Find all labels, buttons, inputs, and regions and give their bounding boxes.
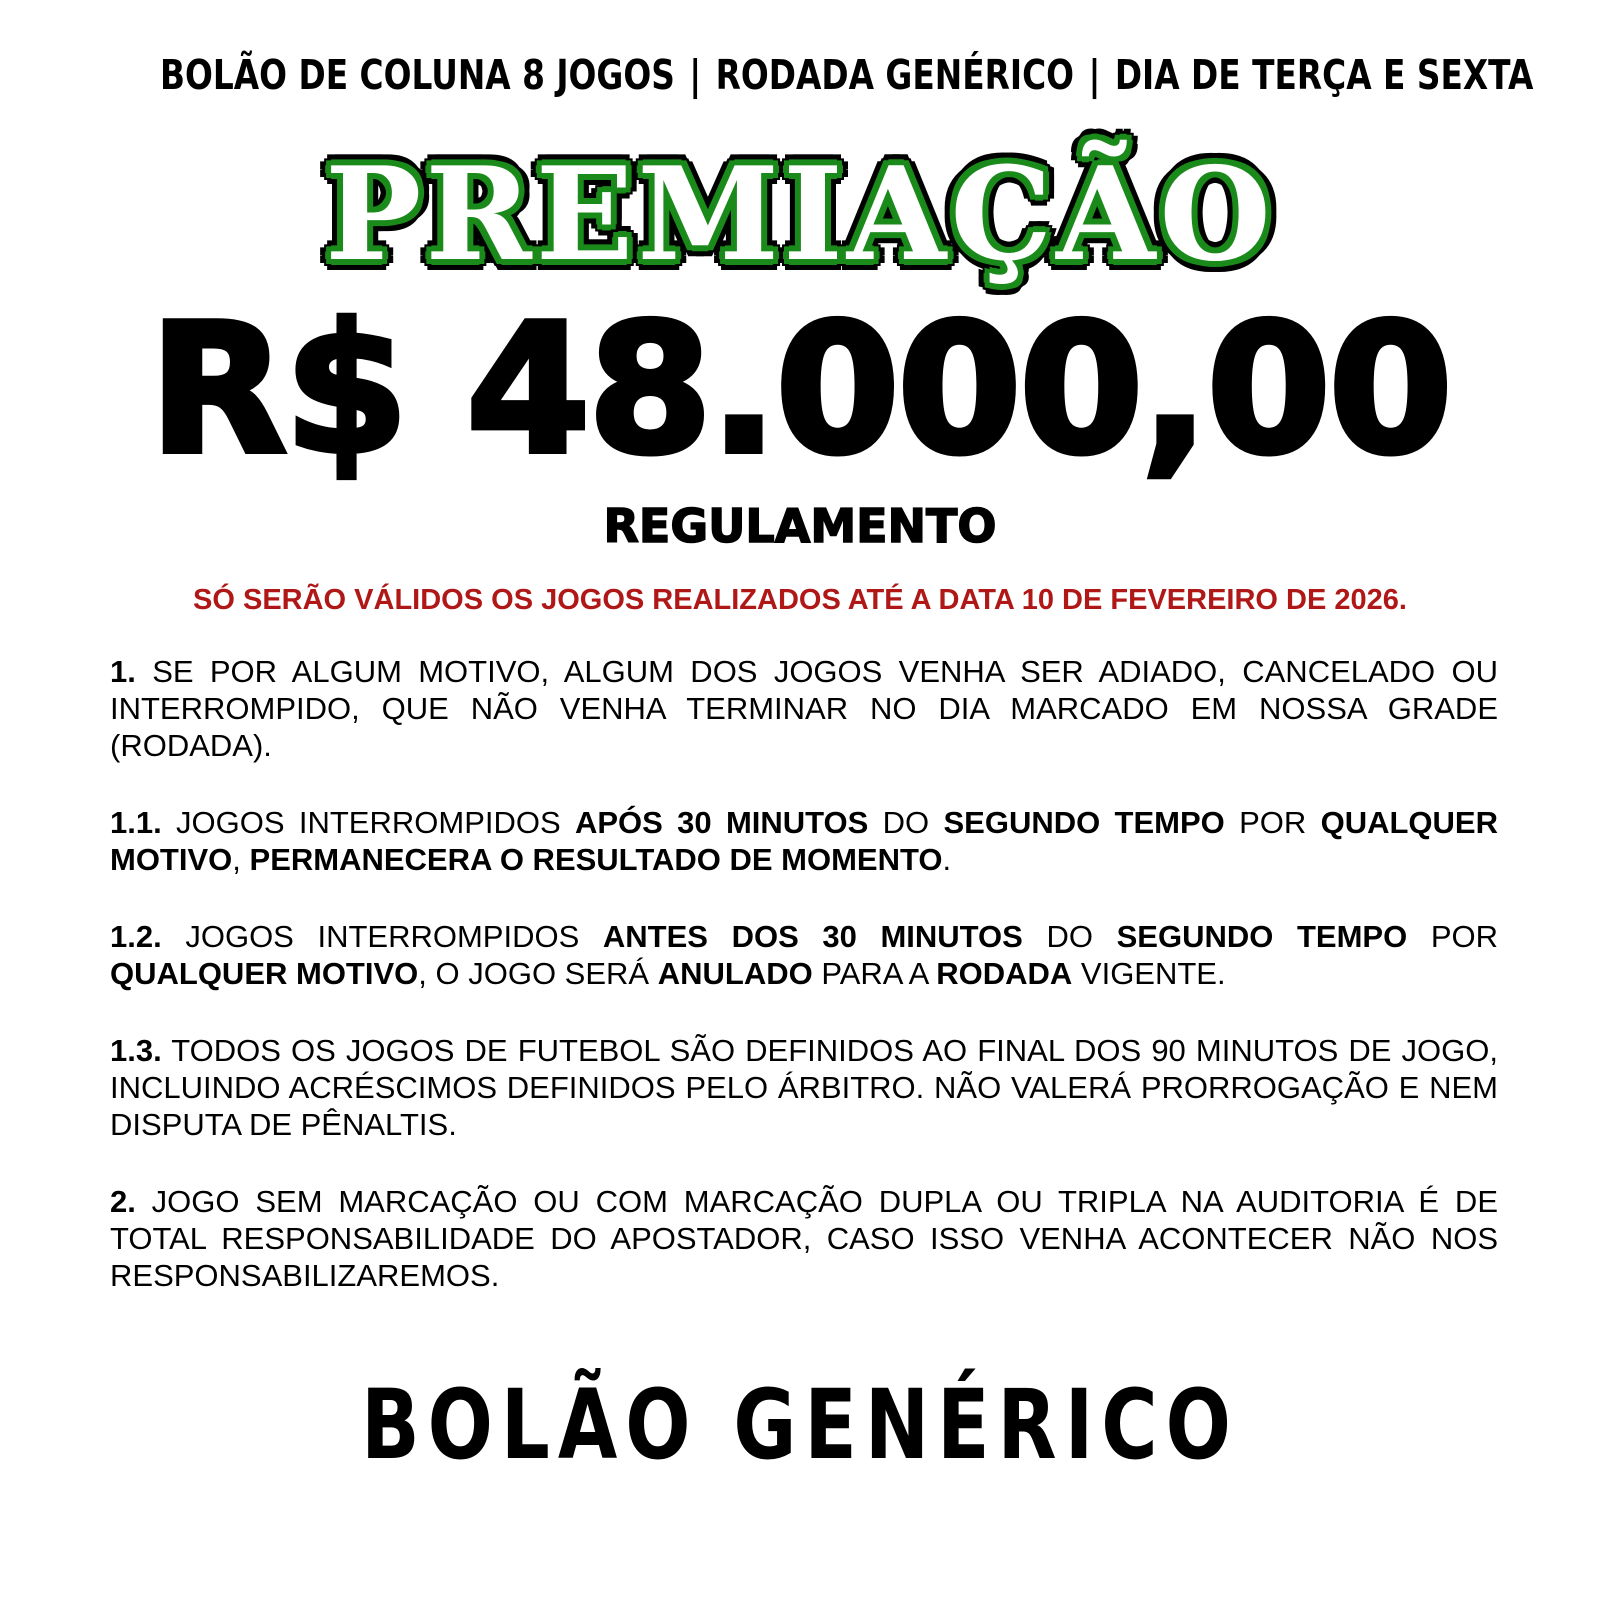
rule-paragraph xyxy=(110,1032,1498,1143)
rule-text: , O JOGO SERÁ xyxy=(418,956,658,991)
rule-emphasis: 2. xyxy=(110,1184,136,1219)
prize-title: PREMIAÇÃO xyxy=(325,140,1275,290)
rule-emphasis: 1. xyxy=(110,654,136,689)
prize-amount: R$ 48.000,00 xyxy=(149,286,1451,493)
rule-paragraph xyxy=(110,653,1498,764)
rule-emphasis: ANTES DOS 30 MINUTOS xyxy=(602,919,1023,954)
rule-emphasis: 1.3. xyxy=(110,1033,162,1068)
rule-text: VIGENTE. xyxy=(1072,956,1226,991)
rule-text: JOGO SEM MARCAÇÃO OU COM MARCAÇÃO DUPLA OU TRIPLA NA AUDITORIA É DE TOTAL RESPONSABILIDADE DO APOSTADOR, CASO ISSO VENHA ACONTECER NÃO NOS RESPONSABILIZAREMOS. xyxy=(110,1184,1498,1293)
rule-paragraph xyxy=(110,804,1498,878)
rule-text: SE POR ALGUM MOTIVO, ALGUM DOS JOGOS VENHA SER ADIADO, CANCELADO OU INTERROMPIDO, QUE NÃO VENHA TERMINAR NO DIA MARCADO EM NOSSA GRADE (RODADA). xyxy=(110,654,1498,763)
rule-emphasis: SEGUNDO TEMPO xyxy=(943,805,1225,840)
rule-text: JOGOS INTERROMPIDOS xyxy=(161,805,575,840)
rule-emphasis: 1.2. xyxy=(110,919,162,954)
rule-emphasis: 1.1. xyxy=(110,805,162,840)
rule-emphasis: PERMANECERA O RESULTADO DE MOMENTO xyxy=(249,842,943,877)
rule-emphasis: SEGUNDO TEMPO xyxy=(1116,919,1408,954)
rule-text: POR xyxy=(1224,805,1321,840)
rule-text: TODOS OS JOGOS DE FUTEBOL SÃO DEFINIDOS AO FINAL DOS 90 MINUTOS DE JOGO, INCLUINDO ACRÉSCIMOS DEFINIDOS PELO ÁRBITRO. NÃO VALERÁ PRORROGAÇÃO E NEM DISPUTA DE PÊNALTIS. xyxy=(110,1033,1498,1142)
rule-paragraph xyxy=(110,1183,1498,1294)
header-separator-2: | xyxy=(1088,51,1101,99)
rule-emphasis: RODADA xyxy=(936,956,1073,991)
rule-text: DO xyxy=(1022,919,1117,954)
header-separator-1: | xyxy=(689,51,702,99)
header-part-1: BOLÃO DE COLUNA 8 JOGOS xyxy=(160,51,675,99)
rule-text: . xyxy=(942,842,952,877)
rule-text: , xyxy=(232,842,250,877)
header-part-3: DIA DE TERÇA E SEXTA xyxy=(1114,51,1534,99)
header-part-2: RODADA GENÉRICO xyxy=(715,51,1075,99)
rule-text: JOGOS INTERROMPIDOS xyxy=(161,919,603,954)
rule-emphasis: QUALQUER MOTIVO xyxy=(110,805,1498,877)
rule-emphasis: APÓS 30 MINUTOS xyxy=(574,805,869,840)
regulamento-heading: REGULAMENTO xyxy=(603,499,997,553)
rule-emphasis: ANULADO xyxy=(657,956,813,991)
rule-text: DO xyxy=(868,805,944,840)
rules-list xyxy=(110,653,1498,1334)
footer-brand: BOLÃO GENÉRICO xyxy=(361,1369,1239,1481)
rule-text: POR xyxy=(1407,919,1498,954)
rule-text: PARA A xyxy=(812,956,937,991)
rule-emphasis: QUALQUER MOTIVO xyxy=(110,956,419,991)
validity-notice: SÓ SERÃO VÁLIDOS OS JOGOS REALIZADOS ATÉ A DATA 10 DE FEVEREIRO DE 2026. xyxy=(193,584,1407,616)
header-line xyxy=(160,45,1534,105)
rule-paragraph xyxy=(110,918,1498,992)
